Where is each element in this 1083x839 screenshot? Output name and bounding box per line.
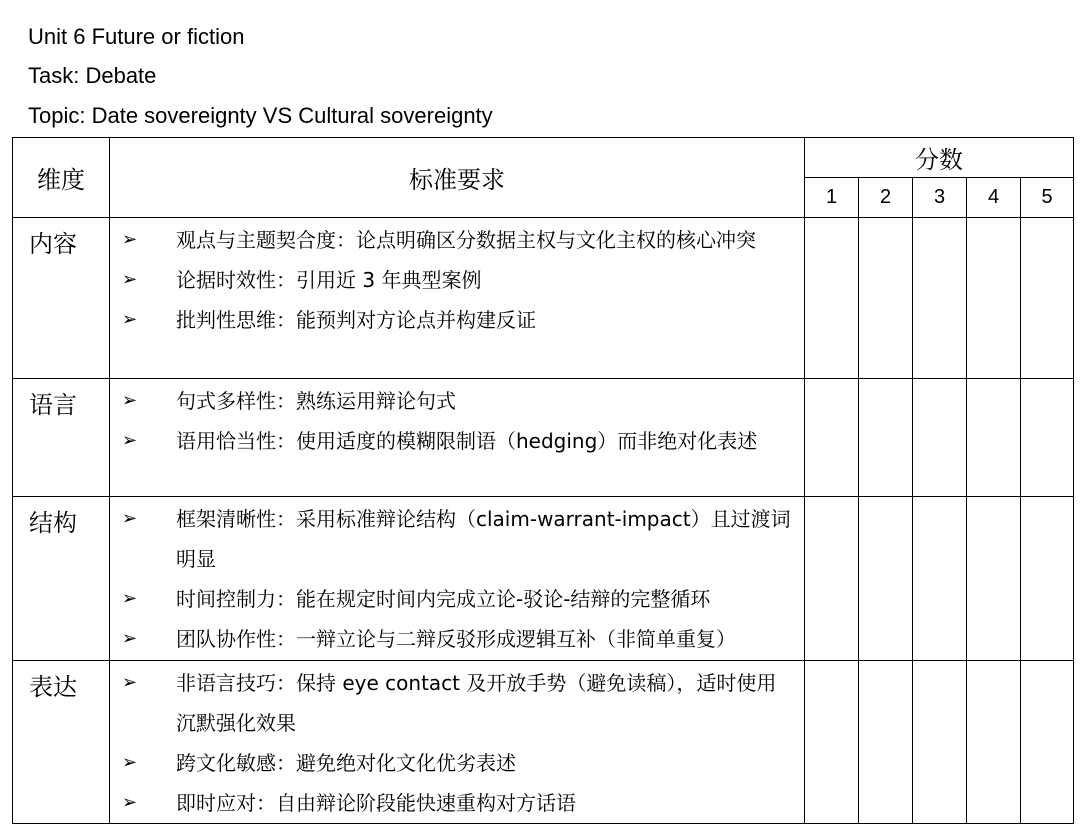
score-cell[interactable] [913, 661, 967, 824]
criteria-text: 批判性思维：能预判对方论点并构建反证 [176, 308, 536, 332]
criteria-text: 框架清晰性：采用标准辩论结构（claim-warrant-impact）且过渡词明显 [176, 507, 791, 571]
rubric-row-content [13, 218, 1074, 379]
arrow-bullet-icon: ➢ [122, 430, 138, 451]
score-header: 分数 [805, 138, 1074, 178]
criteria-list [110, 379, 805, 497]
score-cell[interactable] [1021, 497, 1074, 661]
arrow-bullet-icon: ➢ [122, 752, 138, 773]
rubric-row-language [13, 379, 1074, 497]
criteria-item [110, 579, 804, 619]
topic-title: Topic: Date sovereignty VS Cultural sovereignty [28, 103, 493, 128]
score-cell[interactable] [805, 661, 859, 824]
arrow-bullet-icon: ➢ [122, 628, 138, 649]
score-cell[interactable] [913, 497, 967, 661]
score-cell[interactable] [859, 497, 913, 661]
criteria-text: 句式多样性：熟练运用辩论句式 [176, 389, 456, 413]
arrow-bullet-icon: ➢ [122, 390, 138, 411]
score-level-4: 4 [967, 178, 1021, 218]
score-level-3: 3 [913, 178, 967, 218]
criteria-item [110, 499, 804, 579]
score-cell[interactable] [805, 218, 859, 379]
header-row [13, 138, 1074, 178]
criteria-list [110, 218, 805, 379]
arrow-bullet-icon: ➢ [122, 508, 138, 529]
criteria-item [110, 220, 804, 260]
criteria-item [110, 381, 804, 421]
score-cell[interactable] [913, 379, 967, 497]
criteria-header: 标准要求 [110, 138, 805, 218]
criteria-item [110, 783, 804, 823]
score-cell[interactable] [967, 661, 1021, 824]
criteria-text: 语用恰当性：使用适度的模糊限制语（hedging）而非绝对化表述 [176, 429, 758, 453]
score-cell[interactable] [967, 497, 1021, 661]
dimension-label: 结构 [13, 497, 110, 661]
rubric-row-structure [13, 497, 1074, 661]
score-cell[interactable] [859, 379, 913, 497]
rubric-table [12, 137, 1074, 824]
dimension-label: 表达 [13, 661, 110, 824]
criteria-list [110, 497, 805, 661]
criteria-item [110, 421, 804, 461]
score-level-5: 5 [1021, 178, 1074, 218]
arrow-bullet-icon: ➢ [122, 792, 138, 813]
criteria-text: 观点与主题契合度：论点明确区分数据主权与文化主权的核心冲突 [176, 228, 756, 252]
criteria-item [110, 300, 804, 340]
criteria-item [110, 260, 804, 300]
criteria-item [110, 663, 804, 743]
rubric-row-expression [13, 661, 1074, 824]
arrow-bullet-icon: ➢ [122, 229, 138, 250]
criteria-list [110, 661, 805, 824]
task-title: Task: Debate [28, 63, 157, 88]
criteria-text: 非语言技巧：保持 eye contact 及开放手势（避免读稿），适时使用沉默强化效果 [176, 671, 777, 735]
criteria-item [110, 743, 804, 783]
dimension-header: 维度 [13, 138, 110, 218]
score-cell[interactable] [1021, 218, 1074, 379]
score-cell[interactable] [859, 218, 913, 379]
arrow-bullet-icon: ➢ [122, 588, 138, 609]
unit-title: Unit 6 Future or fiction [28, 24, 245, 49]
dimension-label: 语言 [13, 379, 110, 497]
score-cell[interactable] [1021, 661, 1074, 824]
criteria-item [110, 619, 804, 659]
arrow-bullet-icon: ➢ [122, 672, 138, 693]
score-cell[interactable] [805, 379, 859, 497]
criteria-text: 时间控制力：能在规定时间内完成立论-驳论-结辩的完整循环 [176, 587, 711, 611]
score-cell[interactable] [1021, 379, 1074, 497]
criteria-text: 跨文化敏感：避免绝对化文化优劣表述 [176, 751, 516, 775]
score-cell[interactable] [859, 661, 913, 824]
score-cell[interactable] [967, 379, 1021, 497]
score-cell[interactable] [913, 218, 967, 379]
dimension-label: 内容 [13, 218, 110, 379]
arrow-bullet-icon: ➢ [122, 309, 138, 330]
criteria-text: 团队协作性：一辩立论与二辩反驳形成逻辑互补（非简单重复） [176, 627, 736, 651]
score-cell[interactable] [967, 218, 1021, 379]
score-level-1: 1 [805, 178, 859, 218]
criteria-text: 即时应对：自由辩论阶段能快速重构对方话语 [176, 791, 576, 815]
arrow-bullet-icon: ➢ [122, 269, 138, 290]
score-level-2: 2 [859, 178, 913, 218]
score-cell[interactable] [805, 497, 859, 661]
criteria-text: 论据时效性：引用近 3 年典型案例 [176, 268, 482, 292]
